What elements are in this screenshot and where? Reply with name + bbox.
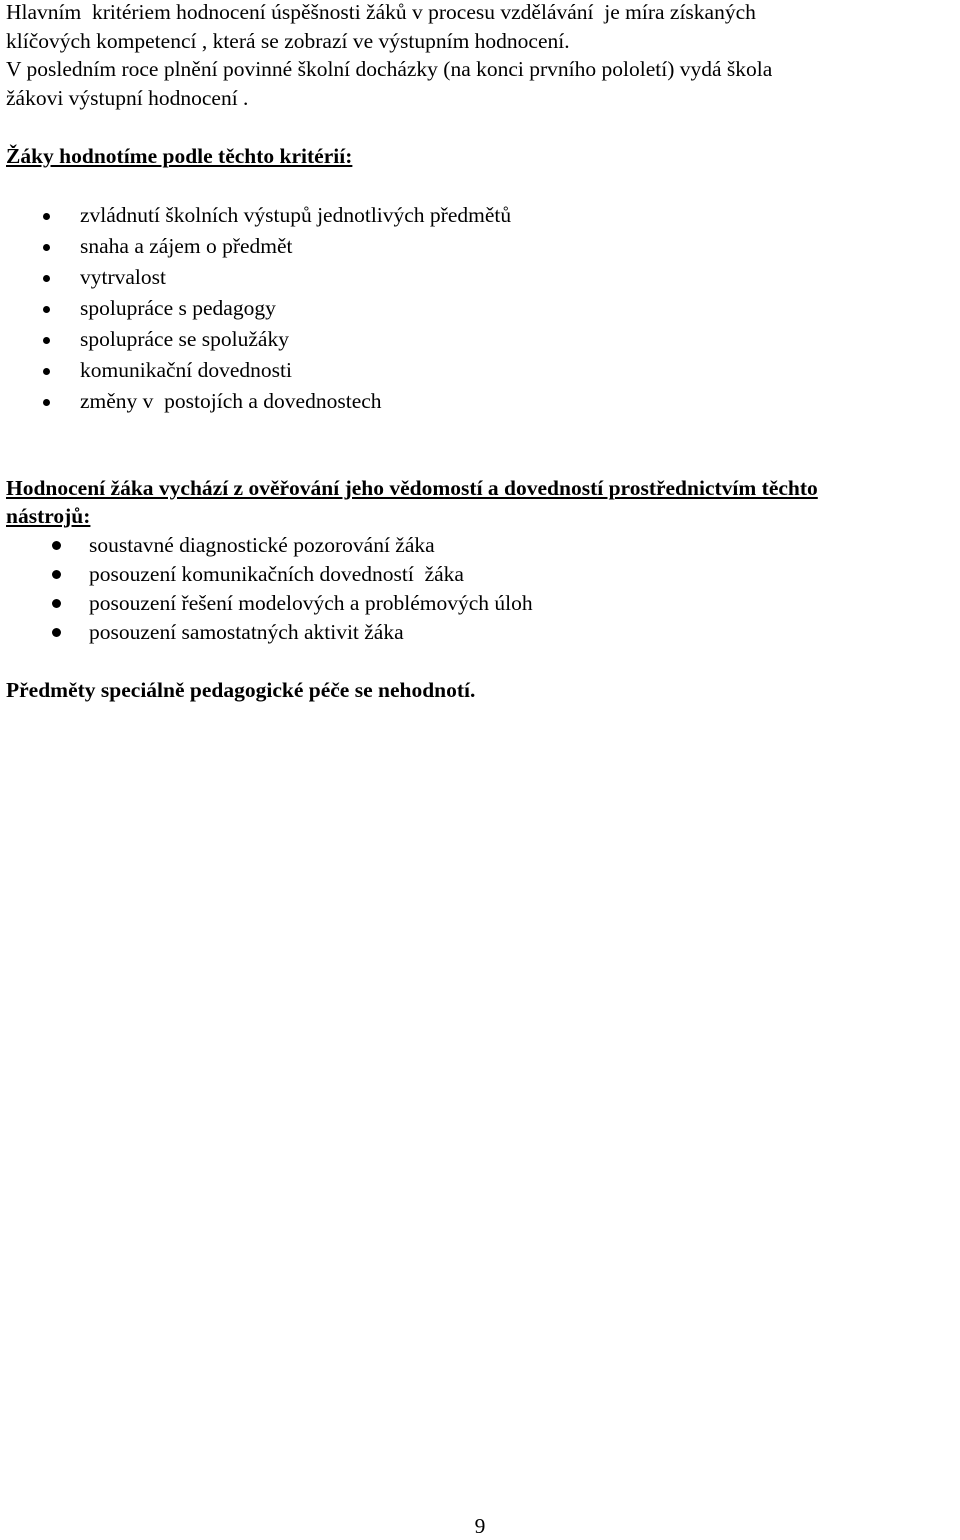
bullet-icon (52, 541, 61, 550)
tools-heading-line: nástrojů: (6, 504, 91, 528)
bullet-icon (52, 599, 61, 608)
bullet-icon (43, 306, 50, 313)
intro-paragraph (6, 0, 951, 112)
intro-line: Hlavním kritériem hodnocení úspěšnosti žáků v procesu vzdělávání je míra získaných (6, 0, 756, 24)
list-item-text: posouzení řešení modelových a problémových úloh (89, 591, 533, 615)
intro-line: V posledním roce plnění povinné školní docházky (na konci prvního pololetí) vydá škola (6, 57, 773, 81)
list-item (0, 386, 511, 417)
bullet-icon (43, 368, 50, 375)
list-item-text: spolupráce se spolužáky (80, 327, 289, 351)
bullet-icon (43, 337, 50, 344)
final-note: Předměty speciálně pedagogické péče se nehodnotí. (6, 678, 476, 702)
list-item-text: posouzení samostatných aktivit žáka (89, 620, 404, 644)
list-item-text: soustavné diagnostické pozorování žáka (89, 533, 435, 557)
criteria-heading: Žáky hodnotíme podle těchto kritérií: (6, 144, 353, 168)
list-item-text: snaha a zájem o předmět (80, 234, 293, 258)
list-item-text: komunikační dovednosti (80, 358, 292, 382)
bullet-icon (43, 399, 50, 406)
list-item (0, 293, 511, 324)
list-item (0, 355, 511, 386)
intro-line: klíčových kompetencí , která se zobrazí ve výstupním hodnocení. (6, 28, 570, 53)
list-item-text: posouzení komunikačních dovedností žáka (89, 562, 464, 586)
criteria-list (0, 200, 511, 417)
list-item (0, 200, 511, 231)
list-item-text: vytrvalost (80, 265, 166, 289)
tools-list (0, 531, 533, 647)
list-item (0, 589, 533, 618)
bullet-icon (52, 628, 61, 637)
bullet-icon (43, 275, 50, 282)
bullet-icon (52, 570, 61, 579)
list-item (0, 231, 511, 262)
list-item (0, 324, 511, 355)
list-item (0, 618, 533, 647)
list-item-text: spolupráce s pedagogy (80, 296, 276, 320)
page-number (0, 1512, 960, 1540)
list-item-text: zvládnutí školních výstupů jednotlivých předmětů (80, 203, 512, 227)
list-item (0, 531, 533, 560)
bullet-icon (43, 244, 50, 251)
list-item (0, 560, 533, 589)
list-item (0, 262, 511, 293)
intro-line: žákovi výstupní hodnocení . (6, 85, 249, 110)
tools-heading-line: Hodnocení žáka vychází z ověřování jeho vědomostí a dovedností prostřednictvím těchto (6, 476, 818, 500)
page-number-text: 9 (474, 1514, 486, 1538)
tools-heading (6, 474, 956, 530)
bullet-icon (43, 213, 50, 220)
list-item-text: změny v postojích a dovednostech (80, 389, 382, 413)
